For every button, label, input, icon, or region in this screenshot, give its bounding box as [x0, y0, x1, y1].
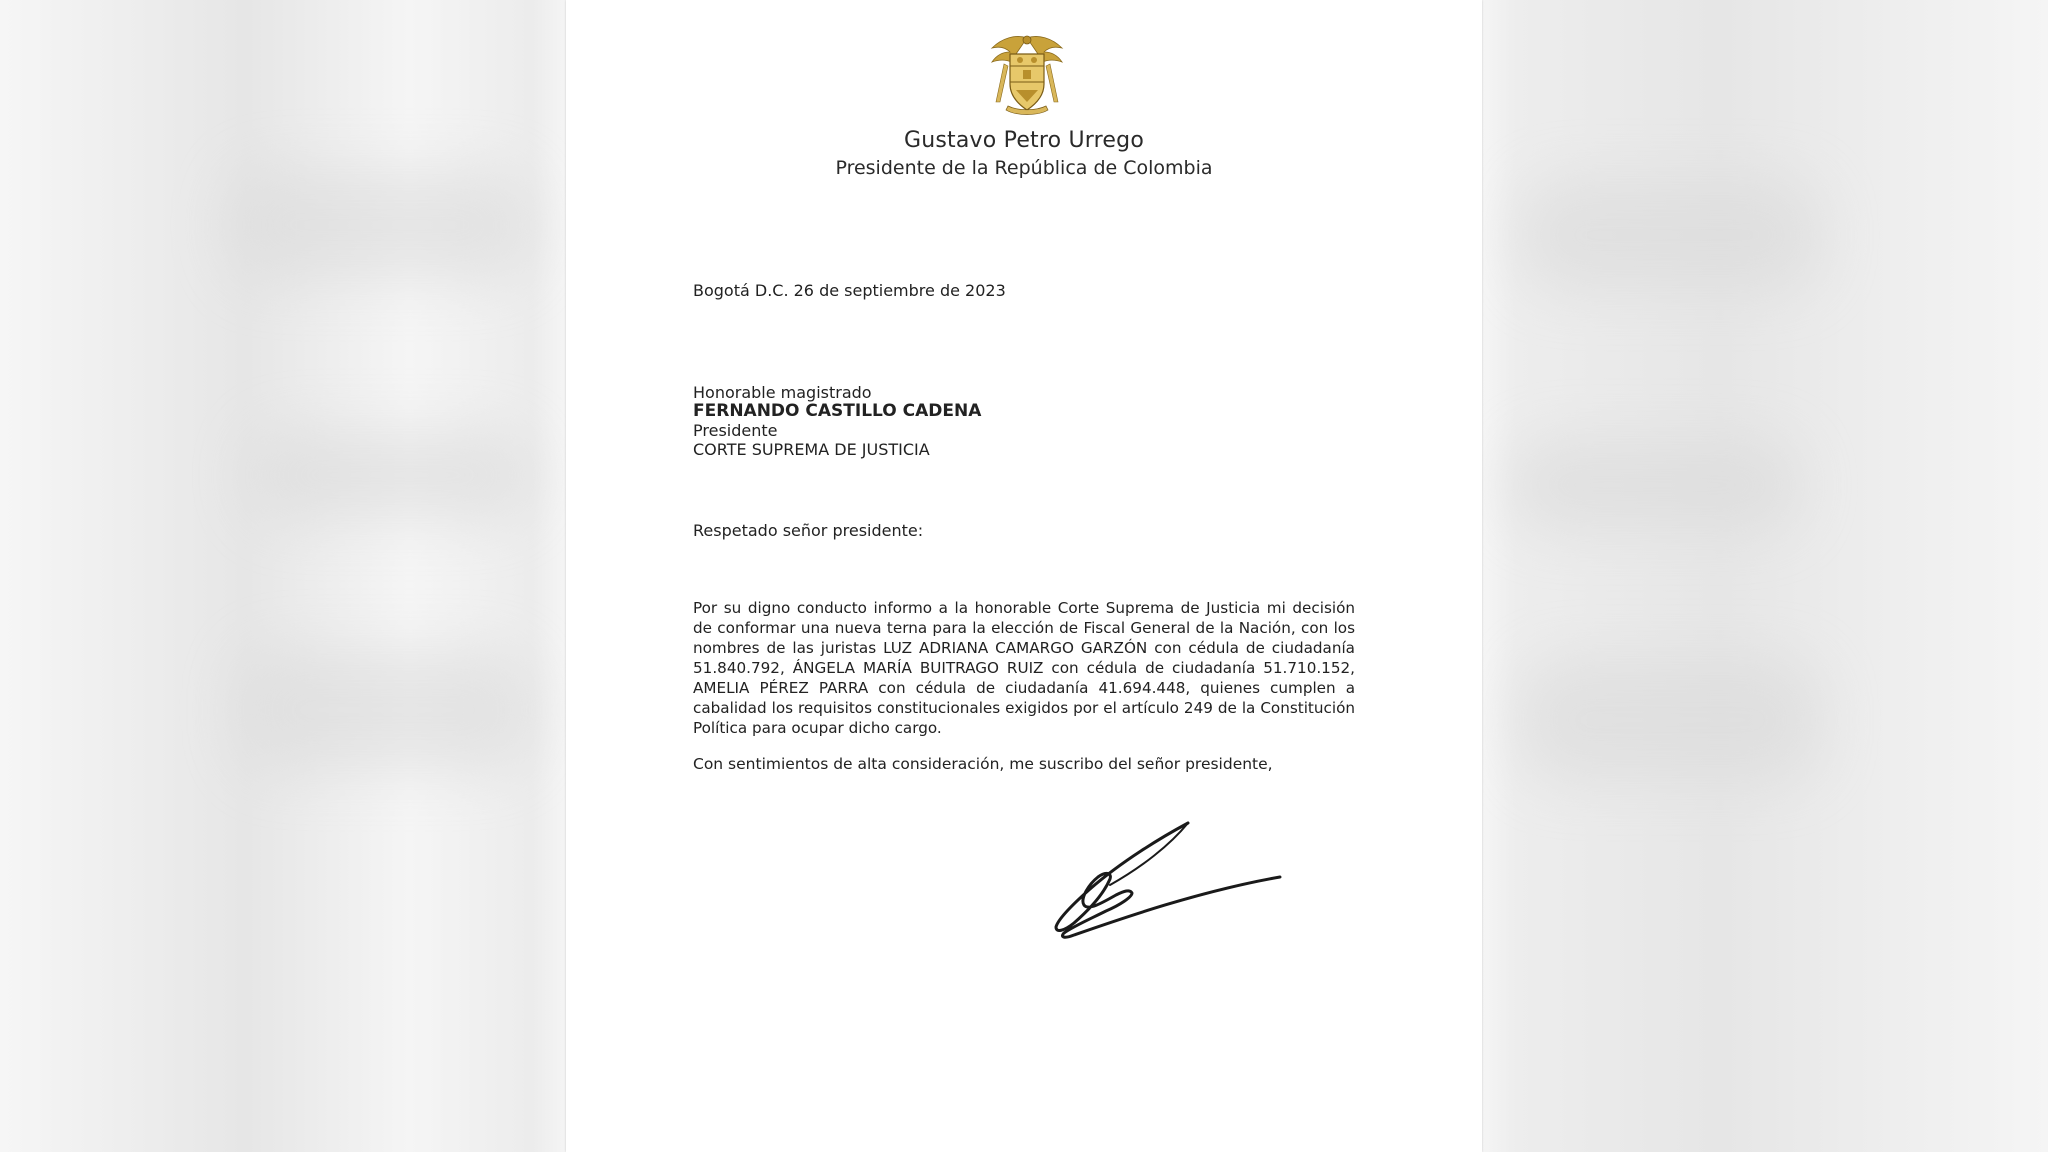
recipient-position: Presidente [693, 421, 778, 440]
sender-name: Gustavo Petro Urrego [904, 128, 1144, 153]
recipient-block [693, 383, 981, 459]
letter-date: Bogotá D.C. 26 de septiembre de 2023 [693, 281, 1006, 300]
body-paragraph: Por su digno conducto informo a la honorable Corte Suprema de Justicia mi decisión de conformar una nueva terna para la elección de Fiscal General de la Nación, con los nombres de las juristas LUZ ADRIANA CAMARGO GARZÓN con cédula de ciudadanía 51.840.792, ÁNGELA MARÍA BUITRAGO RUIZ con cédula de ciudadanía 51.710.152, AMELIA PÉREZ PARRA con cédula de ciudadanía 41.694.448, quienes cumplen a cabalidad los requisitos constitucionales exigidos por el artículo 249 de la Constitución Política para ocupar dicho cargo. [693, 599, 1355, 737]
recipient-salutation-title: Honorable magistrado [693, 383, 872, 402]
recipient-name: FERNANDO CASTILLO CADENA [693, 401, 982, 421]
greeting: Respetado señor presidente: [693, 521, 924, 540]
sender-title: Presidente de la República de Colombia [835, 157, 1213, 179]
colombia-coat-of-arms-icon [986, 32, 1068, 118]
closing-line: Con sentimientos de alta consideración, me suscribo del señor presidente, [693, 755, 1273, 773]
recipient-institution: CORTE SUPREMA DE JUSTICIA [693, 440, 930, 459]
handwritten-signature-icon [1050, 815, 1300, 955]
